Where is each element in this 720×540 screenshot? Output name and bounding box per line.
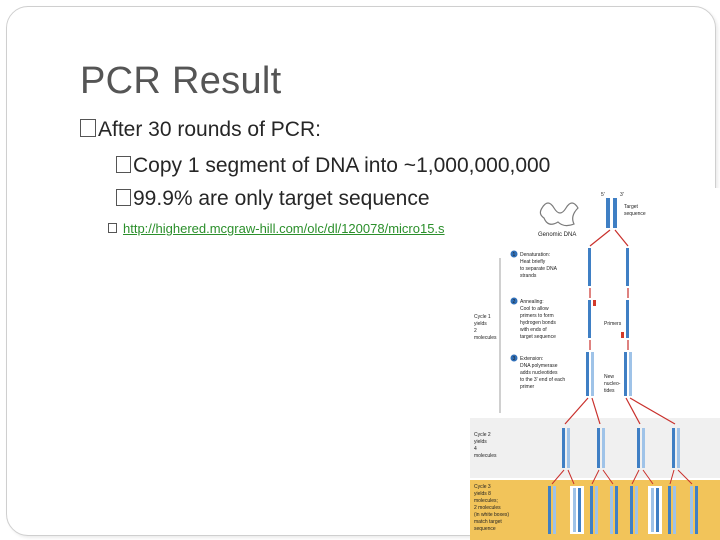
step3-line: primer xyxy=(520,384,535,390)
dna-strand xyxy=(613,198,617,228)
cycle3-line: 2 molecules xyxy=(474,505,501,511)
dna-strand xyxy=(586,352,589,396)
cycle3-line: match target xyxy=(474,519,502,525)
step3-number: 3 xyxy=(512,356,516,362)
end-3-label: 3' xyxy=(620,192,624,198)
step1-line: Heat briefly xyxy=(520,259,546,265)
step2-line: with ends of xyxy=(520,327,547,333)
dna-strand xyxy=(606,198,610,228)
step1-line: to separate DNA xyxy=(520,266,557,272)
step2-line: target sequence xyxy=(520,334,556,340)
step1-line: Denaturation: xyxy=(520,252,551,258)
primers-label: Primers xyxy=(604,321,622,327)
bullet-box-icon xyxy=(116,156,131,173)
bullet-copy-segment xyxy=(116,154,550,178)
new-nucleotides-line: nucleo- xyxy=(604,381,621,387)
new-strand xyxy=(629,352,632,396)
cycle3-line: molecules; xyxy=(474,498,498,504)
bullet-target-percent xyxy=(116,187,430,211)
cycle2-line: molecules xyxy=(474,453,497,459)
pcr-diagram xyxy=(470,188,720,540)
step3-line: Extension: xyxy=(520,356,544,362)
cycle3-line: Cycle 3 xyxy=(474,484,491,490)
pcr-diagram-svg xyxy=(470,188,720,540)
dna-strand xyxy=(588,248,591,286)
cycle3-line: (in white boxes) xyxy=(474,512,510,518)
cycle2-line: 4 xyxy=(474,446,477,452)
step3-line: adds nucleotides xyxy=(520,370,558,376)
bullet-box-icon xyxy=(108,223,117,233)
cycle1-line: yields xyxy=(474,321,487,327)
dna-strand xyxy=(626,300,629,338)
mcgraw-hill-link[interactable]: http://highered.mcgraw-hill.com/olc/dl/120078/micro15.s xyxy=(123,221,445,236)
step2-line: primers to form xyxy=(520,313,554,319)
cycle3-line: yields 8 xyxy=(474,491,491,497)
dna-strand xyxy=(626,248,629,286)
end-5-label: 5' xyxy=(601,192,605,198)
cycle1-line: 2 xyxy=(474,328,477,334)
genomic-dna-icon xyxy=(540,203,578,226)
step1-line: strands xyxy=(520,273,537,279)
arrow xyxy=(590,230,610,246)
primer xyxy=(593,300,596,306)
step1-number: 1 xyxy=(512,252,516,258)
new-nucleotides-line: New xyxy=(604,374,615,380)
new-strand xyxy=(591,352,594,396)
cycle1-line: molecules xyxy=(474,335,497,341)
step2-number: 2 xyxy=(512,299,516,305)
target-label-1: Target xyxy=(624,204,638,210)
step3-line: to the 3' end of each xyxy=(520,377,566,383)
cycle2-band xyxy=(470,418,720,478)
bullet-text: After 30 rounds of PCR: xyxy=(98,118,321,141)
new-nucleotides-line: tides xyxy=(604,388,615,394)
cycle3-line: sequence xyxy=(474,526,496,532)
bullet-text: Copy 1 segment of DNA into ~1,000,000,000 xyxy=(133,154,551,177)
slide-title: PCR Result xyxy=(80,60,282,102)
bullet-text: 99.9% are only target sequence xyxy=(133,187,430,210)
dna-strand xyxy=(588,300,591,338)
bullet-after-30-rounds xyxy=(80,118,321,142)
cycle1-line: Cycle 1 xyxy=(474,314,491,320)
primer xyxy=(621,332,624,338)
bullet-box-icon xyxy=(80,119,96,137)
target-label-2: sequence xyxy=(624,211,646,217)
genomic-dna-label: Genomic DNA xyxy=(538,232,577,238)
step2-line: Annealing: xyxy=(520,299,544,305)
dna-strand xyxy=(624,352,627,396)
cycle2-line: yields xyxy=(474,439,487,445)
step3-line: DNA polymerase xyxy=(520,363,558,369)
bullet-box-icon xyxy=(116,189,131,206)
step2-line: hydrogen bonds xyxy=(520,320,556,326)
step2-line: Cool to allow xyxy=(520,306,549,312)
cycle2-line: Cycle 2 xyxy=(474,432,491,438)
bullet-link xyxy=(108,221,445,236)
arrow xyxy=(615,230,628,246)
